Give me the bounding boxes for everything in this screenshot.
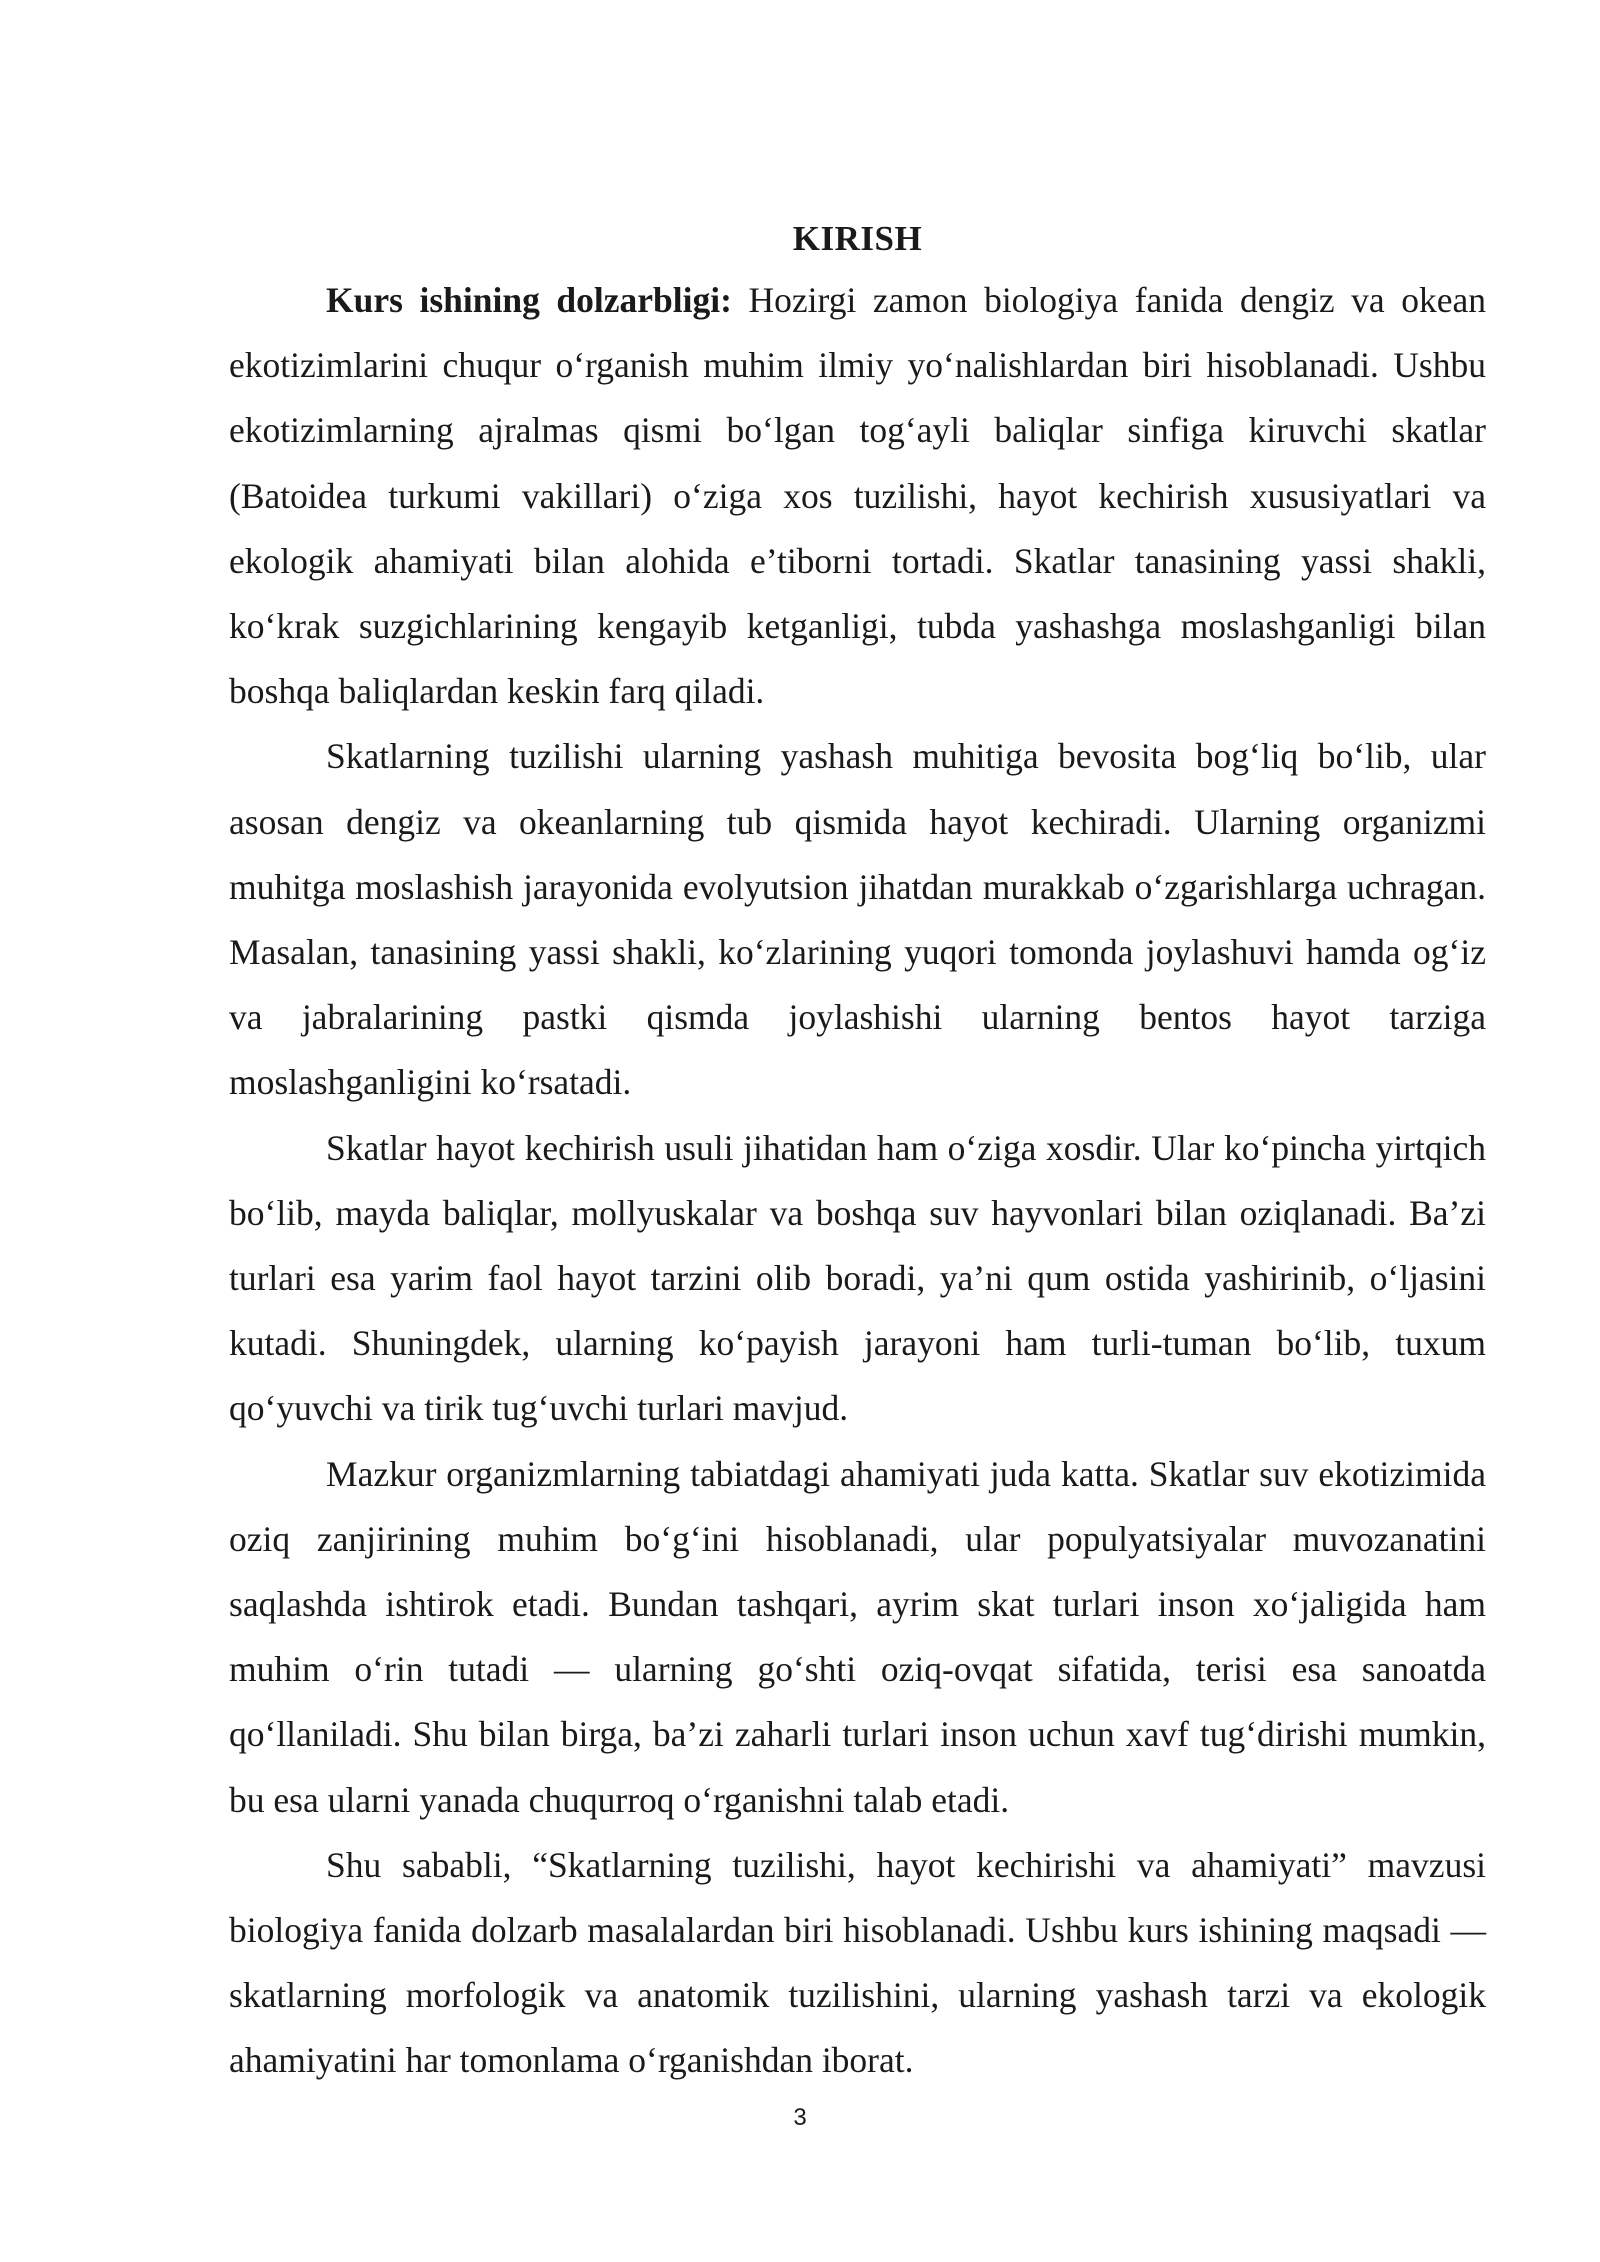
page-content (229, 212, 1486, 2094)
page-number: 3 (793, 2104, 807, 2131)
paragraph-lead: Kurs ishining dolzarbligi: (326, 280, 732, 320)
paragraph-text: Hozirgi zamon biologiya fanida dengiz va okean ekotizimlarini chuqur o‘rganish muhim ilmiy yo‘nalishlardan biri hisoblanadi. Ushbu ekotizimlarning ajralmas qismi bo‘lgan tog‘ayli baliqlar sinfiga kiruvchi skatlar (Batoidea turkumi vakillari) o‘ziga xos tuzilishi, hayot kechirish xususiyatlari va ekologik ahamiyati bilan alohida e’tiborni tortadi. Skatlar tanasining yassi shakli, ko‘krak suzgichlarining kengayib ketganligi, tubda yashashga moslashganligi bilan boshqa baliqlardan keskin farq qiladi. (229, 280, 1486, 712)
paragraph-structure: Skatlarning tuzilishi ularning yashash muhitiga bevosita bog‘liq bo‘lib, ular asosan dengiz va okeanlarning tub qismida hayot kechiradi. Ularning organizmi muhitga moslashish jarayonida evolyutsion jihatdan murakkab o‘zgarishlarga uchragan. Masalan, tanasining yassi shakli, ko‘zlarining yuqori tomonda joylashuvi hamda og‘iz va jabralarining pastki qismda joylashishi ularning bentos hayot tarziga moslashganligini ko‘rsatadi. (229, 736, 1486, 1103)
paragraph-relevance (229, 268, 1486, 724)
section-title: KIRISH (792, 219, 923, 258)
paragraph-aim: Shu sababli, “Skatlarning tuzilishi, hayot kechirishi va ahamiyati” mavzusi biologiya fanida dolzarb masalalardan biri hisoblanadi. Ushbu kurs ishining maqsadi — skatlarning morfologik va anatomik tuzilishini, ularning yashash tarzi va ekologik ahamiyatini har tomonlama o‘rganishdan iborat. (229, 1844, 1486, 2081)
paragraph-importance: Mazkur organizmlarning tabiatdagi ahamiyati juda katta. Skatlar suv ekotizimida oziq zanjirining muhim bo‘g‘ini hisoblanadi, ular populyatsiyalar muvozanatini saqlashda ishtirok etadi. Bundan tashqari, ayrim skat turlari inson xo‘jaligida ham muhim o‘rin tutadi — ularning go‘shti oziq-ovqat sifatida, terisi esa sanoatda qo‘llaniladi. Shu bilan birga, ba’zi zaharli turlari inson uchun xavf tug‘dirishi mumkin, bu esa ularni yanada chuqurroq o‘rganishni talab etadi. (229, 1453, 1486, 1820)
paragraph-lifestyle: Skatlar hayot kechirish usuli jihatidan ham o‘ziga xosdir. Ular ko‘pincha yirtqich bo‘lib, mayda baliqlar, mollyuskalar va boshqa suv hayvonlari bilan oziqlanadi. Ba’zi turlari esa yarim faol hayot tarzini olib boradi, ya’ni qum ostida yashirinib, o‘ljasini kutadi. Shuningdek, ularning ko‘payish jarayoni ham turli-tuman bo‘lib, tuxum qo‘yuvchi va tirik tug‘uvchi turlari mavjud. (229, 1127, 1486, 1429)
